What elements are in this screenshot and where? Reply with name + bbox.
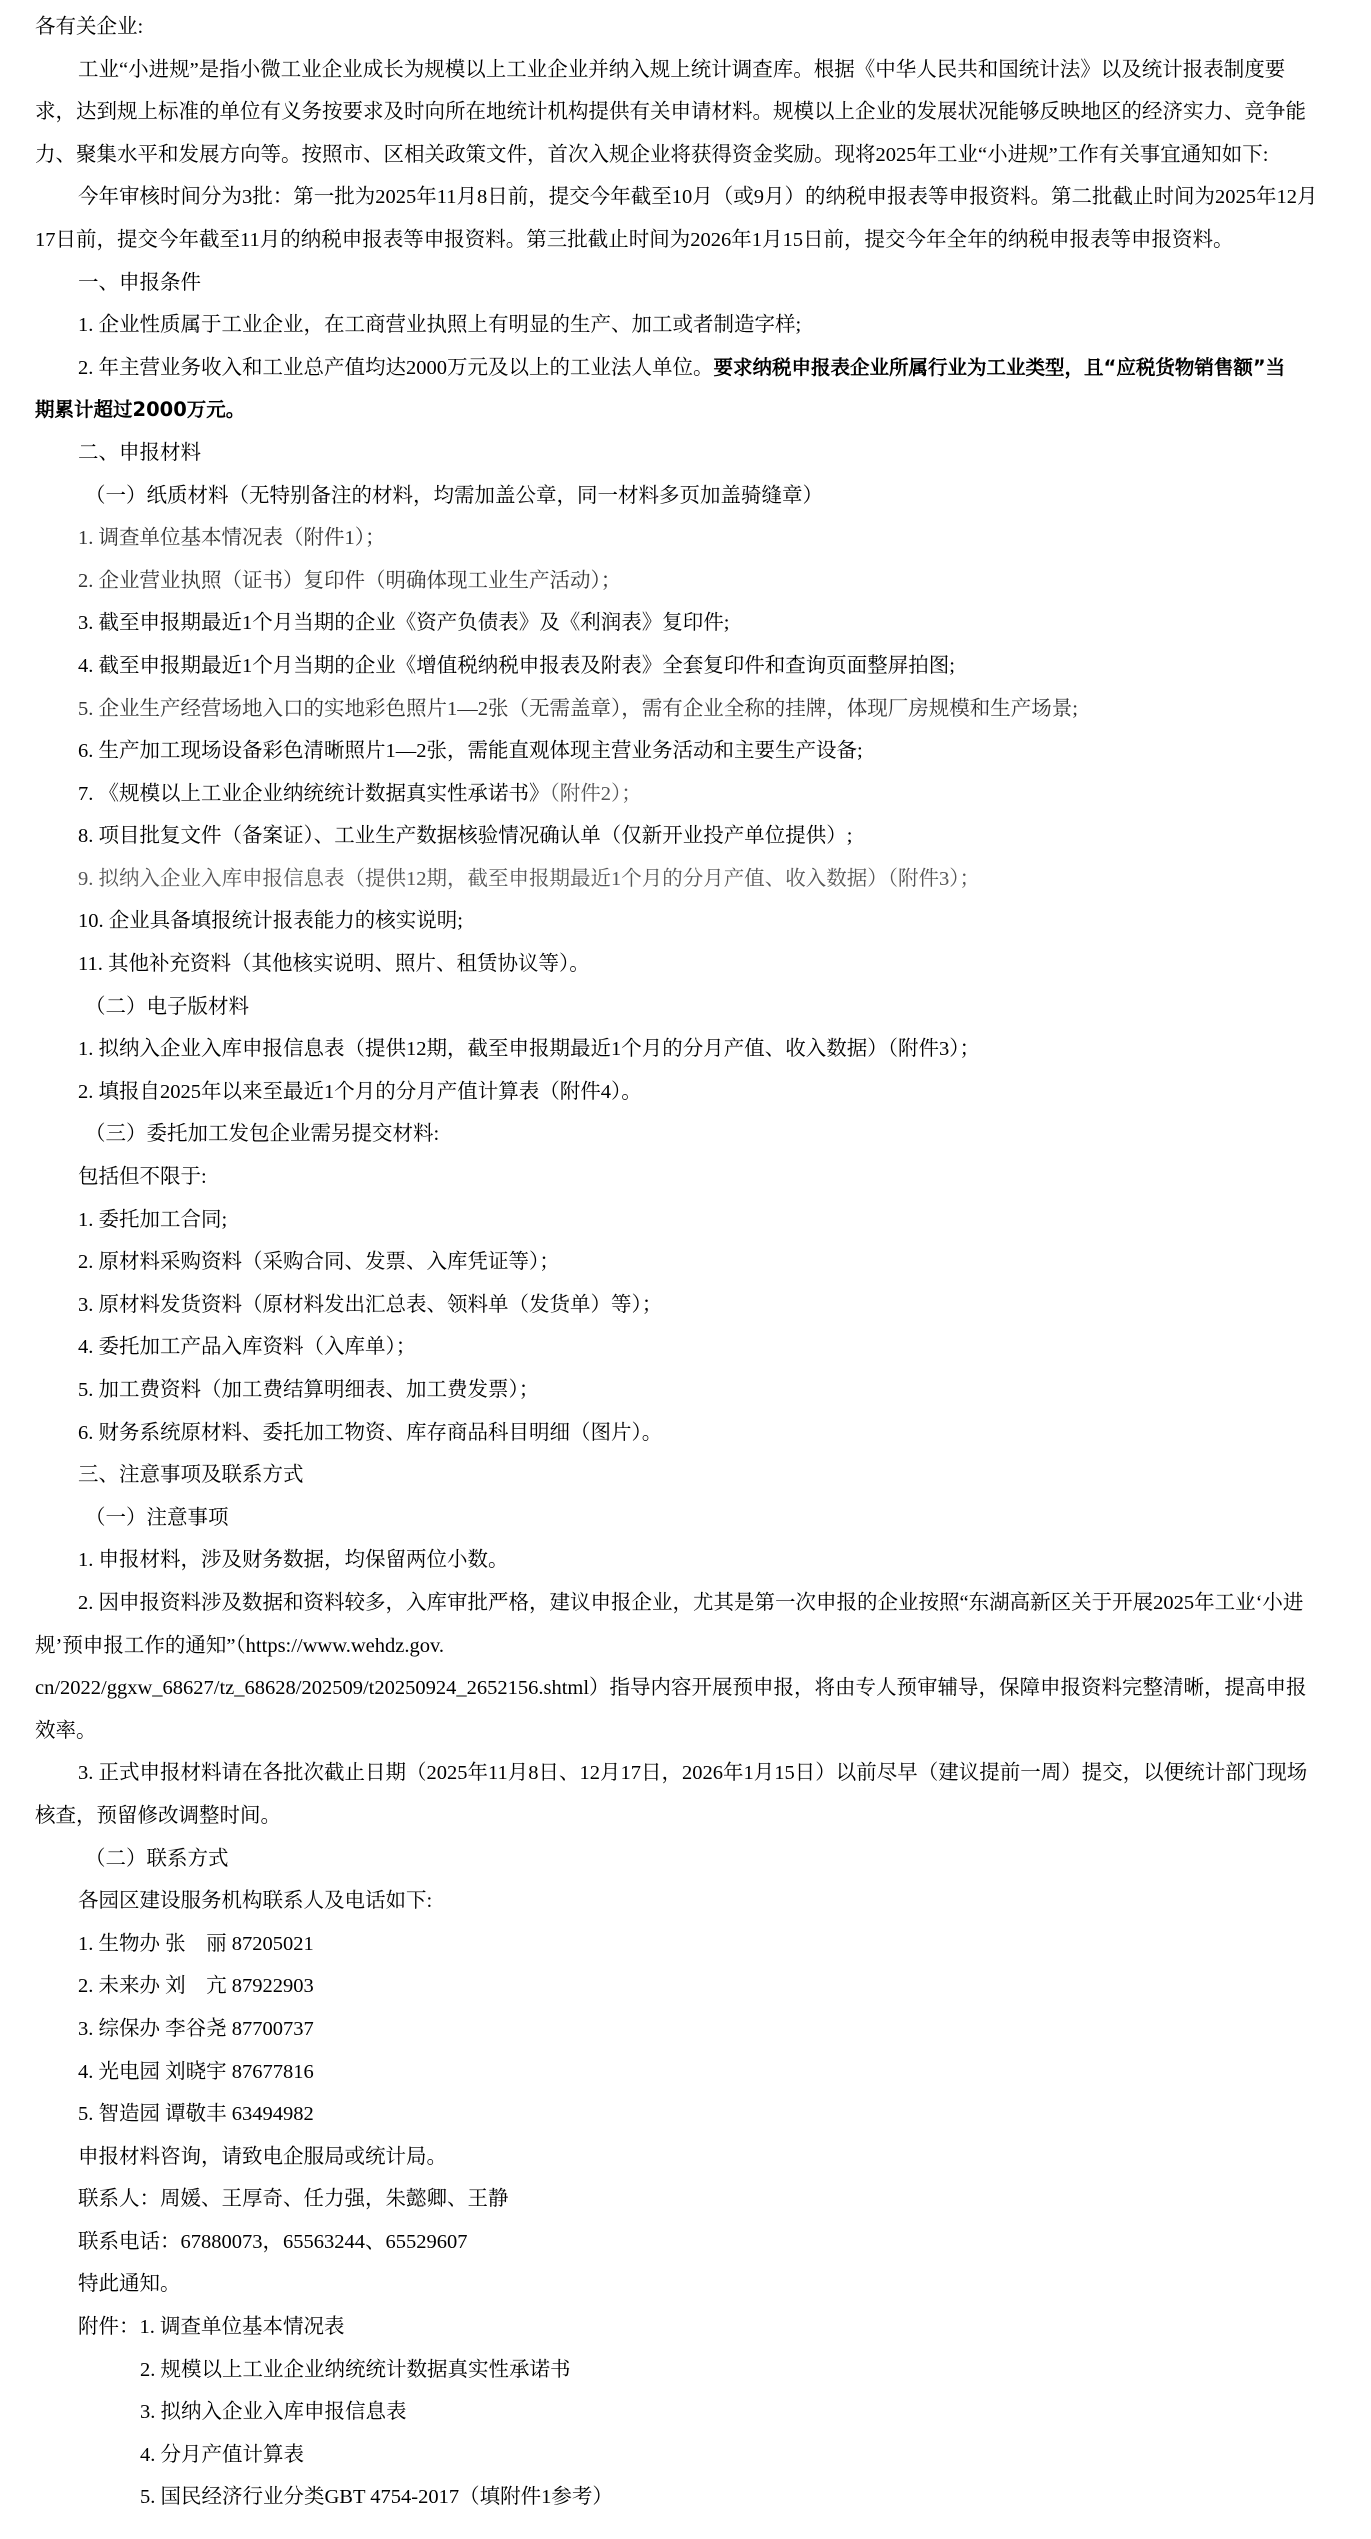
paper-item-7-text: 7. 《规模以上工业企业纳统统计数据真实性承诺书》 xyxy=(78,782,550,805)
note-item-2-line-4: 效率。 xyxy=(35,1719,97,1742)
contact-item-1: 1. 生物办 张 丽 87205021 xyxy=(78,1932,314,1955)
outsourcing-item-5: 5. 加工费资料（加工费结算明细表、加工费发票）； xyxy=(78,1379,540,1401)
note-item-2-line-1: 2. 因申报资料涉及数据和资料较多，入库审批严格，建议申报企业，尤其是第一次申报的企业按照“东湖高新区关于开展2025年工业‘小进 xyxy=(78,1591,1304,1614)
contact-item-2: 2. 未来办 刘 亢 87922903 xyxy=(78,1975,314,1998)
salutation: 各有关企业: xyxy=(35,16,144,38)
note-item-3-line-1: 3. 正式申报材料请在各批次截止日期（2025年11月8日、12月17日，2026年1月15日）以前尽早（建议提前一周）提交，以便统计部门现场 xyxy=(78,1762,1308,1785)
attachment-item-3: 3. 拟纳入企业入库申报信息表 xyxy=(140,2401,407,2424)
section-heading-conditions: 一、申报条件 xyxy=(78,271,201,294)
paper-item-5: 5. 企业生产经营场地入口的实地彩色照片1—2张（无需盖章），需有企业全称的挂牌，体现厂房规模和生产场景; xyxy=(78,697,1078,720)
paper-item-6: 6. 生产加工现场设备彩色清晰照片1—2张，需能直观体现主营业务活动和主要生产设备; xyxy=(78,740,863,763)
paper-item-9: 9. 拟纳入企业入库申报信息表（提供12期，截至申报期最近1个月的分月产值、收入数据）（附件3）； xyxy=(78,867,980,890)
consult-note: 申报材料咨询，请致电企服局或统计局。 xyxy=(78,2145,447,2168)
attachments-first xyxy=(35,2306,1347,2349)
subsection-notes: （一）注意事项 xyxy=(85,1506,229,1529)
paper-item-4: 4. 截至申报期最近1个月当期的企业《增值税纳税申报表及附表》全套复印件和查询页面整屏拍图; xyxy=(78,654,955,677)
attachment-item-5: 5. 国民经济行业分类GBT 4754-2017（填附件1参考） xyxy=(140,2486,613,2509)
condition-item-2-emphasis: 要求纳税申报表企业所属行业为工业类型，且“应税货物销售额”当 xyxy=(713,355,1286,379)
paper-item-7 xyxy=(35,773,1347,816)
paper-item-7-attachment-ref: （附件2）； xyxy=(549,782,642,805)
note-item-1: 1. 申报材料，涉及财务数据，均保留两位小数。 xyxy=(78,1549,509,1572)
electronic-item-2: 2. 填报自2025年以来至最近1个月的分月产值计算表（附件4）。 xyxy=(78,1080,642,1103)
paper-item-2: 2. 企业营业执照（证书）复印件（明确体现工业生产活动）； xyxy=(78,569,622,592)
paper-item-3: 3. 截至申报期最近1个月当期的企业《资产负债表》及《利润表》复印件; xyxy=(78,612,730,635)
outsourcing-item-3: 3. 原材料发货资料（原材料发出汇总表、领料单（发货单）等）； xyxy=(78,1293,663,1316)
contact-item-5: 5. 智造园 谭敬丰 63494982 xyxy=(78,2103,314,2126)
notice-document xyxy=(35,6,1347,2519)
attachment-item-4: 4. 分月产值计算表 xyxy=(140,2443,304,2466)
outsourcing-item-4: 4. 委托加工产品入库资料（入库单）； xyxy=(78,1336,417,1359)
condition-item-2-text: 2. 年主营业务收入和工业总产值均达2000万元及以上的工业法人单位。 xyxy=(78,356,714,379)
note-item-3-line-2: 核查，预留修改调整时间。 xyxy=(35,1804,281,1827)
condition-item-2-emphasis-cont: 期累计超过2000万元。 xyxy=(35,398,246,422)
condition-item-2 xyxy=(35,347,1347,390)
outsourcing-item-1: 1. 委托加工合同; xyxy=(78,1208,228,1231)
notice-reference-link: 规’预申报工作的通知”（https://www.wehdz.gov. xyxy=(35,1634,445,1657)
condition-item-2-cont xyxy=(35,389,1347,432)
attachment-item-1: 1. 调查单位基本情况表 xyxy=(139,2316,345,2339)
intro-line-1: 工业“小进规”是指小微工业企业成长为规模以上工业企业并纳入规上统计调查库。根据《中华人民共和国统计法》以及统计报表制度要 xyxy=(78,58,1286,81)
outsourcing-item-6: 6. 财务系统原材料、委托加工物资、库存商品科目明细（图片）。 xyxy=(78,1421,663,1444)
note-item-2-line-2 xyxy=(35,1625,1347,1668)
intro-line-2: 求，达到规上标准的单位有义务按要求及时向所在地统计机构提供有关申请材料。规模以上企业的发展状况能够反映地区的经济实力、竞争能 xyxy=(35,101,1306,124)
contact-persons: 联系人：周媛、王厚奇、任力强，朱懿卿、王静 xyxy=(78,2188,509,2211)
section-heading-notes-contacts: 三、注意事项及联系方式 xyxy=(78,1464,304,1487)
paper-item-10: 10. 企业具备填报统计报表能力的核实说明; xyxy=(78,910,463,933)
closing: 特此通知。 xyxy=(78,2273,181,2296)
subsection-outsourcing-materials: （三）委托加工发包企业需另提交材料: xyxy=(85,1123,440,1146)
contact-phones: 联系电话：67880073，65563244、65529607 xyxy=(78,2230,468,2253)
subsection-paper-materials: （一）纸质材料（无特别备注的材料，均需加盖公章，同一材料多页加盖骑缝章） xyxy=(85,484,823,507)
attachment-item-2: 2. 规模以上工业企业纳统统计数据真实性承诺书 xyxy=(140,2358,571,2381)
condition-item-1: 1. 企业性质属于工业企业，在工商营业执照上有明显的生产、加工或者制造字样; xyxy=(78,314,802,337)
paper-item-8: 8. 项目批复文件（备案证）、工业生产数据核验情况确认单（仅新开业投产单位提供）; xyxy=(78,825,853,848)
subsection-contacts: （二）联系方式 xyxy=(85,1847,229,1870)
outsourcing-item-2: 2. 原材料采购资料（采购合同、发票、入库凭证等）； xyxy=(78,1251,560,1274)
contact-item-4: 4. 光电园 刘晓宇 87677816 xyxy=(78,2060,314,2083)
outsourcing-lead: 包括但不限于: xyxy=(78,1166,207,1189)
section-heading-materials: 二、申报材料 xyxy=(78,441,201,464)
subsection-electronic-materials: （二）电子版材料 xyxy=(85,995,249,1018)
schedule-line-2: 17日前，提交今年截至11月的纳税申报表等申报资料。第三批截止时间为2026年1月15日前，提交今年全年的纳税申报表等申报资料。 xyxy=(35,228,1234,251)
contacts-lead: 各园区建设服务机构联系人及电话如下: xyxy=(78,1890,433,1913)
paper-item-1: 1. 调查单位基本情况表（附件1）； xyxy=(78,527,386,550)
paper-item-11: 11. 其他补充资料（其他核实说明、照片、租赁协议等）。 xyxy=(78,953,590,976)
note-item-2-line-3: cn/2022/ggxw_68627/tz_68628/202509/t20250924_2652156.shtml）指导内容开展预申报，将由专人预审辅导，保障申报资料完整清晰，提高申报 xyxy=(35,1677,1307,1700)
intro-line-3: 力、聚集水平和发展方向等。按照市、区相关政策文件，首次入规企业将获得资金奖励。现将2025年工业“小进规”工作有关事宜通知如下: xyxy=(35,143,1269,166)
contact-item-3: 3. 综保办 李谷尧 87700737 xyxy=(78,2017,314,2040)
attachments-label: 附件： xyxy=(78,2316,140,2339)
schedule-line-1: 今年审核时间分为3批：第一批为2025年11月8日前，提交今年截至10月（或9月）的纳税申报表等申报资料。第二批截止时间为2025年12月 xyxy=(78,186,1318,209)
electronic-item-1: 1. 拟纳入企业入库申报信息表（提供12期，截至申报期最近1个月的分月产值、收入数据）（附件3）； xyxy=(78,1038,980,1061)
